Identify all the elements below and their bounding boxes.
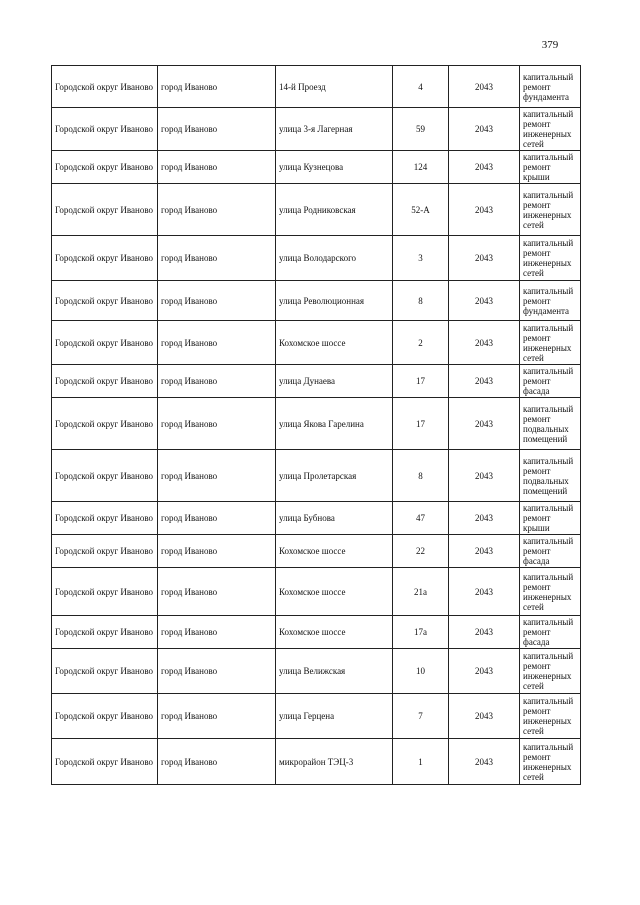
cell-city: город Иваново [158, 365, 276, 398]
cell-municipality: Городской округ Иваново [52, 739, 158, 785]
cell-work-type: капитальный ремонт инженерных сетей [520, 568, 581, 616]
cell-work-type: капитальный ремонт инженерных сетей [520, 694, 581, 739]
cell-house-number: 8 [393, 450, 449, 502]
page-number: 379 [541, 39, 559, 51]
cell-work-type: капитальный ремонт инженерных сетей [520, 108, 581, 151]
cell-street: улица Якова Гарелина [276, 398, 393, 450]
table-row [52, 649, 581, 694]
cell-house-number: 4 [393, 66, 449, 108]
table-row [52, 108, 581, 151]
cell-year: 2043 [449, 502, 520, 535]
cell-year: 2043 [449, 151, 520, 184]
table-row [52, 151, 581, 184]
cell-municipality: Городской округ Иваново [52, 151, 158, 184]
cell-municipality: Городской округ Иваново [52, 281, 158, 321]
cell-street: улица Дунаева [276, 365, 393, 398]
cell-street: улица Родниковская [276, 184, 393, 236]
cell-work-type: капитальный ремонт крыши [520, 502, 581, 535]
cell-street: улица Герцена [276, 694, 393, 739]
cell-year: 2043 [449, 108, 520, 151]
cell-year: 2043 [449, 616, 520, 649]
repair-schedule-table [51, 65, 581, 785]
cell-house-number: 3 [393, 236, 449, 281]
cell-city: город Иваново [158, 739, 276, 785]
cell-municipality: Городской округ Иваново [52, 184, 158, 236]
cell-work-type: капитальный ремонт фундамента [520, 66, 581, 108]
cell-city: город Иваново [158, 236, 276, 281]
cell-work-type: капитальный ремонт инженерных сетей [520, 236, 581, 281]
cell-municipality: Городской округ Иваново [52, 66, 158, 108]
table-row [52, 398, 581, 450]
cell-street: микрорайон ТЭЦ-3 [276, 739, 393, 785]
cell-year: 2043 [449, 450, 520, 502]
cell-house-number: 59 [393, 108, 449, 151]
cell-work-type: капитальный ремонт инженерных сетей [520, 184, 581, 236]
table-row [52, 616, 581, 649]
cell-work-type: капитальный ремонт подвальных помещений [520, 398, 581, 450]
cell-year: 2043 [449, 694, 520, 739]
table-body [52, 66, 581, 785]
cell-year: 2043 [449, 66, 520, 108]
cell-year: 2043 [449, 649, 520, 694]
cell-house-number: 8 [393, 281, 449, 321]
cell-municipality: Городской округ Иваново [52, 649, 158, 694]
cell-municipality: Городской округ Иваново [52, 616, 158, 649]
table-row [52, 502, 581, 535]
cell-municipality: Городской округ Иваново [52, 365, 158, 398]
cell-city: город Иваново [158, 281, 276, 321]
cell-street: 14-й Проезд [276, 66, 393, 108]
cell-work-type: капитальный ремонт инженерных сетей [520, 321, 581, 365]
cell-work-type: капитальный ремонт фасада [520, 365, 581, 398]
cell-city: город Иваново [158, 398, 276, 450]
cell-street: улица Бубнова [276, 502, 393, 535]
cell-city: город Иваново [158, 502, 276, 535]
cell-street: улица 3-я Лагерная [276, 108, 393, 151]
cell-work-type: капитальный ремонт фасада [520, 616, 581, 649]
cell-city: город Иваново [158, 450, 276, 502]
cell-street: Кохомское шоссе [276, 535, 393, 568]
cell-municipality: Городской округ Иваново [52, 321, 158, 365]
cell-city: город Иваново [158, 108, 276, 151]
cell-city: город Иваново [158, 151, 276, 184]
cell-street: Кохомское шоссе [276, 321, 393, 365]
cell-street: улица Пролетарская [276, 450, 393, 502]
cell-house-number: 124 [393, 151, 449, 184]
cell-municipality: Городской округ Иваново [52, 108, 158, 151]
table-row [52, 450, 581, 502]
cell-city: город Иваново [158, 535, 276, 568]
table-row [52, 365, 581, 398]
cell-street: улица Революционная [276, 281, 393, 321]
table-row [52, 568, 581, 616]
cell-year: 2043 [449, 281, 520, 321]
cell-house-number: 10 [393, 649, 449, 694]
cell-city: город Иваново [158, 649, 276, 694]
cell-city: город Иваново [158, 184, 276, 236]
cell-year: 2043 [449, 398, 520, 450]
cell-house-number: 22 [393, 535, 449, 568]
cell-year: 2043 [449, 321, 520, 365]
table-row [52, 739, 581, 785]
cell-city: город Иваново [158, 321, 276, 365]
table-row [52, 535, 581, 568]
cell-city: город Иваново [158, 694, 276, 739]
cell-year: 2043 [449, 568, 520, 616]
cell-municipality: Городской округ Иваново [52, 535, 158, 568]
cell-year: 2043 [449, 236, 520, 281]
cell-work-type: капитальный ремонт подвальных помещений [520, 450, 581, 502]
table-row [52, 66, 581, 108]
cell-street: улица Велижская [276, 649, 393, 694]
cell-house-number: 52-А [393, 184, 449, 236]
cell-work-type: капитальный ремонт крыши [520, 151, 581, 184]
cell-house-number: 1 [393, 739, 449, 785]
cell-house-number: 17 [393, 398, 449, 450]
cell-city: город Иваново [158, 66, 276, 108]
cell-street: Кохомское шоссе [276, 616, 393, 649]
cell-year: 2043 [449, 535, 520, 568]
cell-work-type: капитальный ремонт инженерных сетей [520, 739, 581, 785]
cell-work-type: капитальный ремонт инженерных сетей [520, 649, 581, 694]
table-row [52, 184, 581, 236]
cell-house-number: 47 [393, 502, 449, 535]
cell-municipality: Городской округ Иваново [52, 502, 158, 535]
cell-municipality: Городской округ Иваново [52, 450, 158, 502]
cell-year: 2043 [449, 184, 520, 236]
cell-municipality: Городской округ Иваново [52, 398, 158, 450]
cell-municipality: Городской округ Иваново [52, 568, 158, 616]
cell-house-number: 2 [393, 321, 449, 365]
cell-work-type: капитальный ремонт фундамента [520, 281, 581, 321]
cell-house-number: 7 [393, 694, 449, 739]
cell-city: город Иваново [158, 616, 276, 649]
cell-year: 2043 [449, 739, 520, 785]
cell-work-type: капитальный ремонт фасада [520, 535, 581, 568]
cell-street: улица Володарского [276, 236, 393, 281]
cell-street: Кохомское шоссе [276, 568, 393, 616]
cell-municipality: Городской округ Иваново [52, 694, 158, 739]
cell-municipality: Городской округ Иваново [52, 236, 158, 281]
cell-house-number: 17 [393, 365, 449, 398]
cell-house-number: 17а [393, 616, 449, 649]
table-row [52, 236, 581, 281]
cell-street: улица Кузнецова [276, 151, 393, 184]
table-row [52, 321, 581, 365]
table-row [52, 694, 581, 739]
cell-house-number: 21а [393, 568, 449, 616]
table-row [52, 281, 581, 321]
cell-year: 2043 [449, 365, 520, 398]
cell-city: город Иваново [158, 568, 276, 616]
